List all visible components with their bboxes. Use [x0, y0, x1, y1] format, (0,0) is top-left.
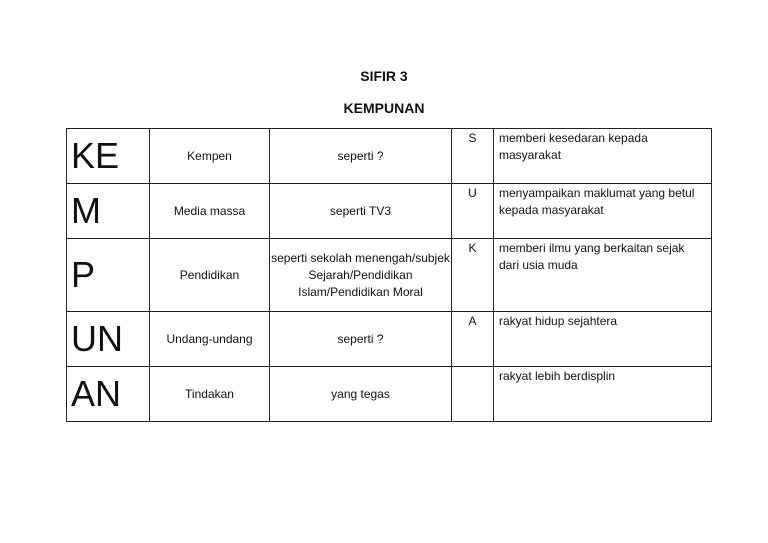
table-title: KEMPUNAN	[343, 100, 425, 116]
term-cell: Media massa	[150, 184, 270, 239]
table-row	[67, 367, 712, 422]
table-row	[67, 312, 712, 367]
meaning-cell: memberi ilmu yang berkaitan sejak dari usia muda	[494, 239, 712, 312]
meaning-cell: rakyat hidup sejahtera	[494, 312, 712, 367]
table-row	[67, 129, 712, 184]
syllable-cell: P	[67, 239, 150, 312]
letter-cell: U	[452, 184, 494, 239]
example-cell: seperti sekolah menengah/subjek Sejarah/Pendidikan Islam/Pendidikan Moral	[270, 239, 452, 312]
kempunan-table	[66, 128, 712, 422]
page-title: SIFIR 3	[360, 68, 408, 84]
meaning-cell: rakyat lebih berdisplin	[494, 367, 712, 422]
example-cell: seperti ?	[270, 129, 452, 184]
syllable-cell: KE	[67, 129, 150, 184]
term-cell: Kempen	[150, 129, 270, 184]
syllable-cell: UN	[67, 312, 150, 367]
letter-cell	[452, 367, 494, 422]
table-row	[67, 184, 712, 239]
term-cell: Undang-undang	[150, 312, 270, 367]
example-cell: seperti TV3	[270, 184, 452, 239]
table-row	[67, 239, 712, 312]
letter-cell: S	[452, 129, 494, 184]
syllable-cell: AN	[67, 367, 150, 422]
letter-cell: A	[452, 312, 494, 367]
example-cell: seperti ?	[270, 312, 452, 367]
meaning-cell: memberi kesedaran kepada masyarakat	[494, 129, 712, 184]
meaning-cell: menyampaikan maklumat yang betul kepada masyarakat	[494, 184, 712, 239]
term-cell: Pendidikan	[150, 239, 270, 312]
letter-cell: K	[452, 239, 494, 312]
syllable-cell: M	[67, 184, 150, 239]
term-cell: Tindakan	[150, 367, 270, 422]
example-cell: yang tegas	[270, 367, 452, 422]
